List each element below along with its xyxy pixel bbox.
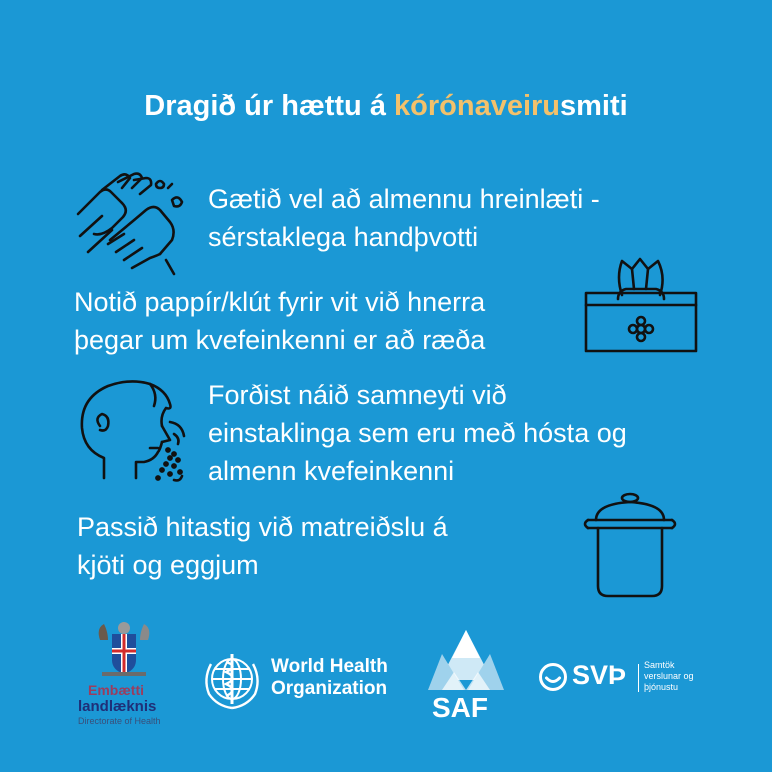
page-title bbox=[0, 88, 772, 124]
coat-of-arms-icon bbox=[94, 620, 154, 678]
saf-label: SAF bbox=[432, 692, 488, 723]
who-emblem-icon bbox=[199, 646, 265, 712]
tip-hand-washing bbox=[208, 180, 600, 256]
smile-icon bbox=[538, 662, 568, 692]
tip-line: Passið hitastig við matreiðslu á bbox=[77, 512, 448, 542]
svth-line3: þjónustu bbox=[644, 682, 679, 692]
who-line1: World Health bbox=[271, 656, 388, 677]
tip-cooking bbox=[77, 508, 448, 584]
tip-tissue bbox=[74, 283, 485, 359]
tip-line: kjöti og eggjum bbox=[77, 550, 259, 580]
embaetti-line2: landlæknis bbox=[78, 698, 157, 715]
tip-line: sérstaklega handþvotti bbox=[208, 222, 479, 252]
embaetti-line1: Embætti bbox=[88, 682, 144, 698]
title-highlight: kórónaveiru bbox=[394, 90, 561, 122]
who-line2: Organization bbox=[271, 678, 388, 699]
tissue-box-icon bbox=[582, 255, 700, 355]
svth-logo bbox=[538, 658, 710, 698]
tip-cough bbox=[208, 376, 627, 490]
tip-line: þegar um kvefeinkenni er að ræða bbox=[74, 325, 486, 355]
embaetti-line3: Directorate of Health bbox=[78, 716, 161, 726]
tip-line: Notið pappír/klút fyrir vit við hnerra bbox=[74, 287, 486, 317]
tip-line: Gætið vel að almennu hreinlæti - bbox=[208, 184, 600, 214]
hand-washing-icon bbox=[72, 170, 192, 280]
saf-mountain-icon bbox=[428, 628, 504, 690]
svth-divider bbox=[638, 664, 639, 692]
embaetti-landlaeknis-logo bbox=[74, 620, 174, 735]
tip-line: almenn kvefeinkenni bbox=[208, 456, 455, 486]
title-part2: smiti bbox=[560, 90, 628, 122]
cooking-pot-icon bbox=[580, 490, 680, 600]
svth-mark: SVÞ bbox=[572, 660, 627, 690]
coughing-person-icon bbox=[74, 378, 186, 488]
svth-line1: Samtök bbox=[644, 660, 675, 670]
who-logo bbox=[199, 646, 399, 712]
svth-line2: verslunar og bbox=[644, 671, 694, 681]
saf-logo bbox=[424, 628, 508, 724]
tip-line: einstaklinga sem eru með hósta og bbox=[208, 418, 627, 448]
title-part1: Dragið úr hættu á bbox=[144, 90, 395, 122]
tip-line: Forðist náið samneyti við bbox=[208, 380, 507, 410]
